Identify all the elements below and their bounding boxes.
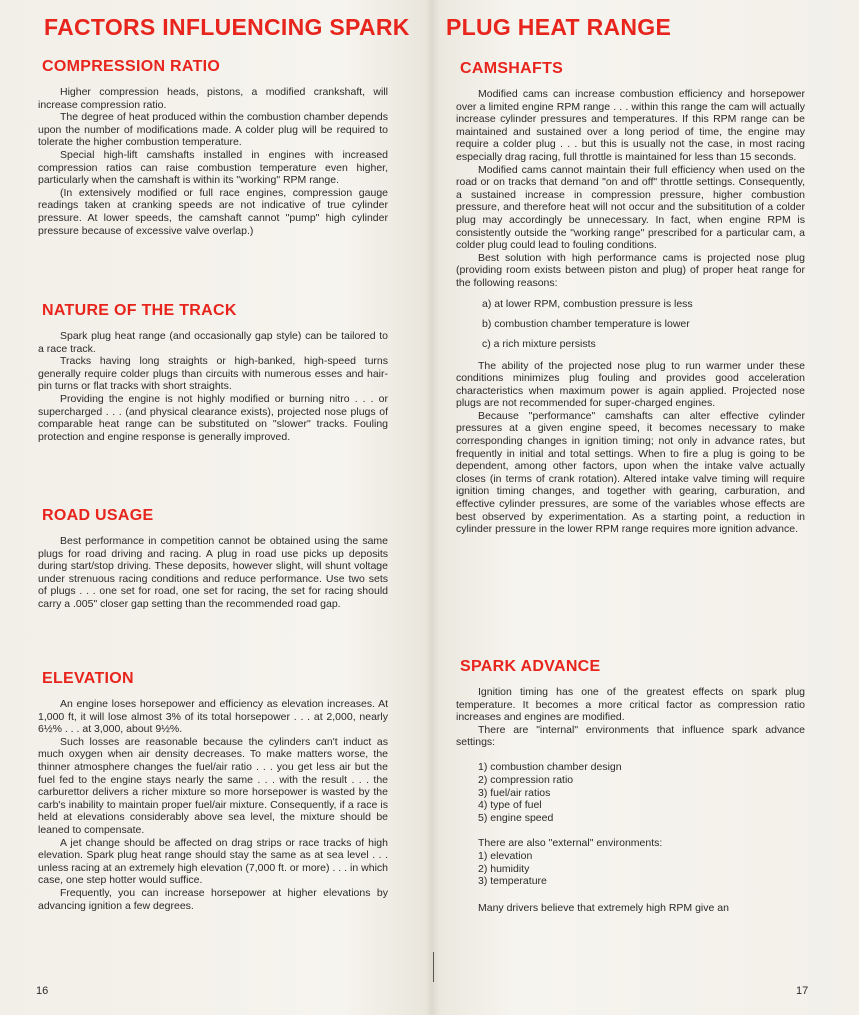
paragraph: Providing the engine is not highly modified or burning nitro . . . or supercharged . . . (and physical clearance exists), projected nose plugs of comparable heat range can be substituted on "slower" tracks. Fouling protection and engine response is generally improved. xyxy=(38,392,388,443)
section-heading: ELEVATION xyxy=(42,670,134,687)
paragraph: The ability of the projected nose plug to run warmer under these conditions minimizes plug fouling and provides good acceleration characteristics when maximum power is again applied. Projected nose plugs are not recommended for super-charged engines. xyxy=(456,359,805,410)
closing-line: Many drivers believe that extremely high RPM give an xyxy=(478,902,729,915)
list-item: 2) humidity xyxy=(478,862,530,875)
section-road-usage xyxy=(38,507,388,611)
page-title-right: PLUG HEAT RANGE xyxy=(446,14,672,40)
section-heading: ROAD USAGE xyxy=(42,507,154,524)
list-item: 1) combustion chamber design xyxy=(478,760,622,773)
list-item: c) a rich mixture persists xyxy=(482,337,596,350)
section-compression-ratio xyxy=(38,58,388,237)
paragraph: There are "internal" environments that influence spark advance settings: xyxy=(456,723,805,749)
paragraph: Best performance in competition cannot be obtained using the same plugs for road driving and racing. A plug in road use picks up deposits during start/stop driving. These deposits, however slight, will shunt voltage under strenuous racing conditions and reduce performance. Use two sets of plugs . . . one set for road, one set for racing, the set for racing should carry a .005" closer gap setting than the recommended road gap. xyxy=(38,535,388,610)
paragraph: Ignition timing has one of the greatest effects on spark plug temperature. It becomes a more critical factor as compression ratio increases and engines are modified. xyxy=(456,686,805,724)
paragraph: (In extensively modified or full race engines, compression gauge readings taken at cranking speeds are not indicative of true cylinder pressure. At lower speeds, the camshaft cannot "pump" high cylinder pressure because of excessive valve overlap.) xyxy=(38,186,388,237)
right-column xyxy=(456,52,805,975)
paragraph: A jet change should be affected on drag strips or race tracks of high elevation. Spark plug heat range should stay the same as at sea level . . . unless racing at an extremely high elevation (7,000 ft. or more) . . . in which case, one step hotter would suffice. xyxy=(38,836,388,887)
section-heading: NATURE OF THE TRACK xyxy=(42,302,237,319)
list-item: 3) temperature xyxy=(478,875,547,888)
paragraph: Frequently, you can increase horsepower at higher elevations by advancing ignition a few degrees. xyxy=(38,886,388,912)
left-column xyxy=(38,52,388,975)
list-item: b) combustion chamber temperature is lower xyxy=(482,317,690,330)
external-intro: There are also "external" environments: xyxy=(478,836,663,849)
external-environments-list xyxy=(478,850,805,888)
section-camshafts xyxy=(456,60,805,536)
paragraph: Because "performance" camshafts can alter effective cylinder pressures at a given engine speed, it becomes necessary to make corresponding changes in ignition timing; not only in advance rates, but frequently in initial and total settings. When to fire a plug is going to be dependent, among other factors, upon when the intake valve actually closes (in terms of crank rotation). Altered intake valve timing will require ignition timing changes, and together with gearing, carburation, and effective cylinder pressures, are some of the variables whose effects are best observed by experimentation. As a starting point, a reduction in cylinder pressure in the lower RPM range requires more ignition advance. xyxy=(456,409,805,536)
list-item: 1) elevation xyxy=(478,849,533,862)
paragraph: Modified cams cannot maintain their full efficiency when used on the road or on tracks that demand "on and off" throttle settings. Consequently, a sustained increase in compression pressure, higher combustion pressure, and therefore heat will not occur and the subsititution of a colder plug may accordingly be unnecessary. In fact, when engine RPM is consistently outside the "working range" prescribed for a particular cam, a colder plug could lead to fouling conditions. xyxy=(456,163,805,252)
gutter-mark xyxy=(433,952,434,982)
paragraph: Special high-lift camshafts installed in engines with increased compression ratios can raise combustion temperature even higher, particularly when the camshaft is within its "working" RPM range. xyxy=(38,148,388,187)
paragraph: Such losses are reasonable because the cylinders can't induct as much oxygen when air density decreases. To make matters worse, the thinner atmosphere changes the fuel/air ratio . . . you get less air but the fuel fed to the engine stays nearly the same . . . with the result . . . the carburettor delivers a richer mixture so more horsepower is wasted by the carb's inability to maintain proper fuel/air mixture. Consequently, if a race is held at elevations considerably above sea level, the mixture should be leaned to compensate. xyxy=(38,735,388,836)
section-elevation xyxy=(38,670,388,912)
section-heading: CAMSHAFTS xyxy=(460,60,564,77)
list-item: 5) engine speed xyxy=(478,812,554,825)
reasons-list xyxy=(482,294,805,354)
list-item: 2) compression ratio xyxy=(478,773,574,786)
list-item: a) at lower RPM, combustion pressure is less xyxy=(482,297,693,310)
section-heading: SPARK ADVANCE xyxy=(460,658,601,675)
paragraph: Tracks having long straights or high-banked, high-speed turns generally require colder plugs than circuits with numerous esses and hair-pin turns or flat tracks with short straights. xyxy=(38,355,388,393)
section-spark-advance xyxy=(456,658,805,915)
section-heading: COMPRESSION RATIO xyxy=(42,58,221,75)
page-title-left: FACTORS INFLUENCING SPARK xyxy=(44,14,410,40)
list-item: 3) fuel/air ratios xyxy=(478,786,551,799)
list-item: 4) type of fuel xyxy=(478,799,542,812)
paragraph: Higher compression heads, pistons, a modified crankshaft, will increase compression ratio. xyxy=(38,86,388,111)
internal-environments-list xyxy=(478,761,805,825)
paragraph: Best solution with high performance cams is projected nose plug (providing room exists between piston and plug) of proper heat range for the following reasons: xyxy=(456,251,805,289)
page-number-right: 17 xyxy=(796,985,809,997)
paragraph: An engine loses horsepower and efficiency as elevation increases. At 1,000 ft, it will lose almost 3% of its total horsepower . . . at 2,000, nearly 6½% . . . at 3,000, about 9½%. xyxy=(38,698,388,736)
paragraph: The degree of heat produced within the combustion chamber depends upon the number of modifications made. A colder plug will be required to tolerate the higher combustion temperature. xyxy=(38,111,388,149)
paragraph: Modified cams can increase combustion efficiency and horsepower over a limited engine RPM range . . . within this range the cam will actually increase cylinder pressures and temperatures. If this RPM range can be maintained and sustained over a long period of time, the engine may require a colder plug . . . but this is usually not the case, in most racing especially drag racing, full throttle is maintained for less than 15 seconds. xyxy=(456,88,805,163)
page-number-left: 16 xyxy=(36,985,49,997)
paragraph: Spark plug heat range (and occasionally gap style) can be tailored to a race track. xyxy=(38,330,388,355)
section-nature-of-track xyxy=(38,302,388,443)
